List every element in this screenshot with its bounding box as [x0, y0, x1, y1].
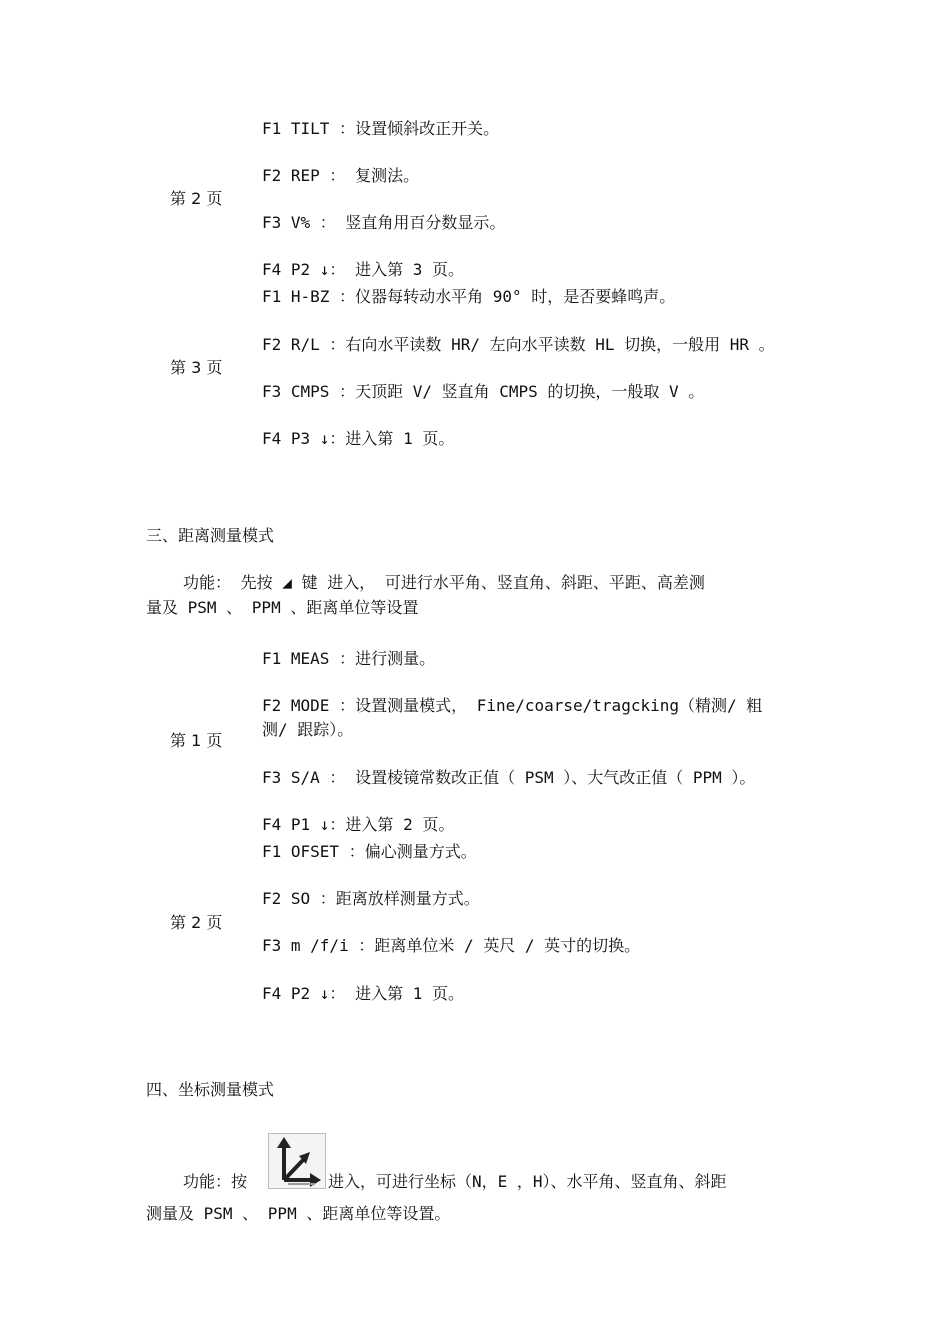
section4-intro-prefix: 功能：按	[183, 1172, 248, 1191]
coordinate-axes-icon	[268, 1133, 326, 1189]
s3-p2-f4-next: F4 P2 ↓： 进入第 1 页。	[262, 984, 464, 1003]
s3-p2-f3-unit: F3 m /f/i ：距离单位米 / 英尺 / 英寸的切换。	[262, 936, 641, 955]
measure-key-icon: ◢	[282, 573, 292, 592]
intro-prefix: 功能： 先按	[183, 573, 283, 592]
s3-page-label-2: 第 2 页	[170, 913, 223, 932]
p2-f4-next: F4 P2 ↓： 进入第 3 页。	[262, 260, 464, 279]
s3-p1-f2-mode-cont: 测/ 跟踪）。	[262, 720, 354, 739]
p2-f3-vpercent: F3 V% ： 竖直角用百分数显示。	[262, 213, 506, 232]
p3-f1-hbz: F1 H-BZ ：仪器每转动水平角 90° 时，是否要蜂鸣声。	[262, 287, 676, 306]
p2-f2-rep: F2 REP ： 复测法。	[262, 166, 420, 185]
s3-p2-f2-so: F2 SO ：距离放样测量方式。	[262, 889, 480, 908]
section4-intro-suffix: 进入，可进行坐标（N，E ，H）、水平角、竖直角、斜距	[328, 1172, 727, 1191]
intro-suffix: 键 进入， 可进行水平角、竖直角、斜距、平距、高差测	[291, 573, 705, 592]
p2-f1-tilt: F1 TILT ：设置倾斜改正开关。	[262, 119, 500, 138]
p3-f3-cmps: F3 CMPS ：天顶距 V/ 竖直角 CMPS 的切换，一般取 V 。	[262, 382, 705, 401]
s3-p1-f2-mode: F2 MODE ：设置测量模式， Fine/coarse/tragcking（精测/ 粗	[262, 696, 763, 715]
s3-p1-f4-next: F4 P1 ↓：进入第 2 页。	[262, 815, 455, 834]
p3-f2-rl: F2 R/L ：右向水平读数 HR/ 左向水平读数 HL 切换，一般用 HR 。	[262, 335, 775, 354]
section3-heading: 三、距离测量模式	[146, 526, 275, 545]
s3-p1-f1-meas: F1 MEAS ：进行测量。	[262, 649, 436, 668]
section3-intro-line1	[183, 573, 705, 593]
page-label-3: 第 3 页	[170, 358, 223, 377]
section3-intro-line2: 量及 PSM 、 PPM 、距离单位等设置	[146, 598, 419, 617]
s3-p2-f1-ofset: F1 OFSET ：偏心测量方式。	[262, 842, 477, 861]
s3-p1-f3-sa: F3 S/A ： 设置棱镜常数改正值（ PSM ）、大气改正值（ PPM ）。	[262, 768, 756, 787]
section4-heading: 四、坐标测量模式	[146, 1080, 275, 1099]
section4-intro-line2: 测量及 PSM 、 PPM 、距离单位等设置。	[146, 1204, 451, 1223]
p3-f4-next: F4 P3 ↓：进入第 1 页。	[262, 429, 455, 448]
s3-page-label-1: 第 1 页	[170, 731, 223, 750]
page-label-2: 第 2 页	[170, 189, 223, 208]
